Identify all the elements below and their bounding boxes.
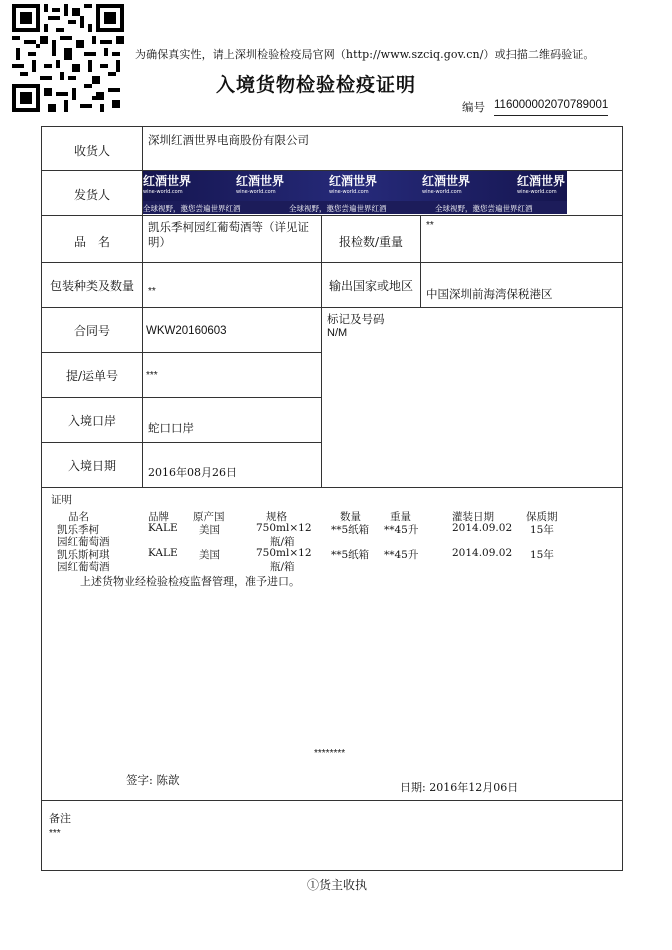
row-spec: 750ml×12 bbox=[256, 522, 312, 534]
port-value: 蛇口口岸 bbox=[148, 421, 194, 435]
declared-label: 报检数/重量 bbox=[338, 235, 404, 249]
svg-text:红酒世界: 红酒世界 bbox=[517, 174, 566, 188]
marks-value: N/M bbox=[327, 327, 348, 339]
svg-text:wine-world.com: wine-world.com bbox=[329, 189, 369, 195]
marks-label: 标记及号码 bbox=[327, 312, 385, 326]
row-brand: KALE bbox=[148, 547, 178, 559]
certificate-heading: 证明 bbox=[51, 494, 72, 506]
verification-notice: 为确保真实性，请上深圳检验检疫局官网（http://www.szciq.gov.cn/）或扫描二维码验证。 bbox=[135, 48, 595, 61]
col-name: 品名 bbox=[68, 511, 89, 523]
col-weight: 重量 bbox=[390, 511, 411, 523]
svg-text:全球视野，邀您尝遍世界红酒: 全球视野，邀您尝遍世界红酒 bbox=[435, 204, 533, 213]
svg-text:wine-world.com: wine-world.com bbox=[236, 189, 276, 195]
bill-label: 提/运单号 bbox=[65, 369, 119, 383]
contract-value: WKW20160603 bbox=[146, 325, 227, 337]
origin-label: 输出国家或地区 bbox=[328, 279, 413, 293]
svg-text:wine-world.com: wine-world.com bbox=[422, 189, 462, 195]
number-label: 编号 bbox=[462, 100, 485, 114]
svg-text:红酒世界: 红酒世界 bbox=[143, 174, 192, 188]
date-label: 入境日期 bbox=[67, 459, 116, 473]
row-fill-date: 2014.09.02 bbox=[452, 547, 513, 559]
packing-value: ** bbox=[148, 286, 156, 297]
row-qty: **5纸箱 bbox=[331, 549, 370, 561]
row-origin: 美国 bbox=[199, 524, 220, 536]
issue-date bbox=[400, 779, 518, 795]
wine-world-banner bbox=[143, 171, 567, 214]
remarks-value: *** bbox=[49, 828, 61, 839]
svg-text:红酒世界: 红酒世界 bbox=[236, 174, 285, 188]
approval-statement: 上述货物业经检验检疫监督管理，准予进口。 bbox=[80, 575, 300, 588]
signature-name: 陈歆 bbox=[156, 773, 180, 787]
date-value: 2016年08月26日 bbox=[148, 466, 237, 479]
issue-date-label: 日期: bbox=[400, 781, 426, 794]
row-qty: **5纸箱 bbox=[331, 524, 370, 536]
declared-value: ** bbox=[426, 220, 434, 231]
row-brand: KALE bbox=[148, 522, 178, 534]
row-fill-date: 2014.09.02 bbox=[452, 522, 513, 534]
consignee-label: 收货人 bbox=[73, 144, 110, 158]
row-origin: 美国 bbox=[199, 549, 220, 561]
goods-value: 凯乐季柯园红葡萄酒等（详见证明） bbox=[148, 220, 309, 249]
row-spec: 750ml×12 bbox=[256, 547, 312, 559]
issue-date-value: 2016年12月06日 bbox=[429, 781, 519, 794]
col-spec: 规格 bbox=[266, 511, 287, 523]
row-spec-unit: 瓶/箱 bbox=[270, 536, 295, 548]
row-weight: **45升 bbox=[384, 524, 419, 536]
svg-text:全球视野，邀您尝遍世界红酒: 全球视野，邀您尝遍世界红酒 bbox=[143, 204, 241, 213]
packing-label: 包装种类及数量 bbox=[49, 279, 134, 293]
bill-value: *** bbox=[146, 370, 158, 381]
svg-text:wine-world.com: wine-world.com bbox=[517, 189, 557, 195]
svg-text:wine-world.com: wine-world.com bbox=[143, 189, 183, 195]
qr-code bbox=[12, 4, 124, 112]
row-name: 凯乐斯柯琪 bbox=[57, 549, 110, 561]
svg-text:红酒世界: 红酒世界 bbox=[329, 174, 378, 188]
goods-label: 品 名 bbox=[73, 235, 110, 249]
signature-label: 签字: bbox=[126, 773, 153, 787]
row-shelf: 15年 bbox=[530, 524, 554, 536]
row-name-cont: 园红葡萄酒 bbox=[57, 561, 110, 573]
document-title: 入境货物检验检疫证明 bbox=[216, 74, 417, 96]
svg-text:红酒世界: 红酒世界 bbox=[422, 174, 471, 188]
row-spec-unit: 瓶/箱 bbox=[270, 561, 295, 573]
row-name-cont: 园红葡萄酒 bbox=[57, 536, 110, 548]
row-weight: **45升 bbox=[384, 549, 419, 561]
port-label: 入境口岸 bbox=[67, 414, 116, 428]
row-name: 凯乐季柯 bbox=[57, 524, 99, 536]
origin-value: 中国深圳前海湾保税港区 bbox=[426, 287, 553, 301]
col-brand: 品牌 bbox=[148, 511, 169, 523]
stars-mark: ******** bbox=[314, 748, 346, 759]
col-fill-date: 灌装日期 bbox=[452, 511, 494, 523]
consignee-value: 深圳红酒世界电商股份有限公司 bbox=[148, 133, 309, 147]
remarks-label: 备注 bbox=[49, 812, 71, 825]
number-value: 116000002070789001 bbox=[494, 99, 608, 116]
col-origin: 原产国 bbox=[193, 511, 225, 523]
contract-label: 合同号 bbox=[73, 324, 110, 338]
copy-footer: ①货主收执 bbox=[307, 878, 368, 892]
svg-text:全球视野，邀您尝遍世界红酒: 全球视野，邀您尝遍世界红酒 bbox=[289, 204, 387, 213]
col-shelf: 保质期 bbox=[526, 511, 558, 523]
col-qty: 数量 bbox=[340, 511, 361, 523]
row-shelf: 15年 bbox=[530, 549, 554, 561]
signature-line bbox=[126, 772, 180, 788]
consignor-label: 发货人 bbox=[73, 188, 110, 202]
